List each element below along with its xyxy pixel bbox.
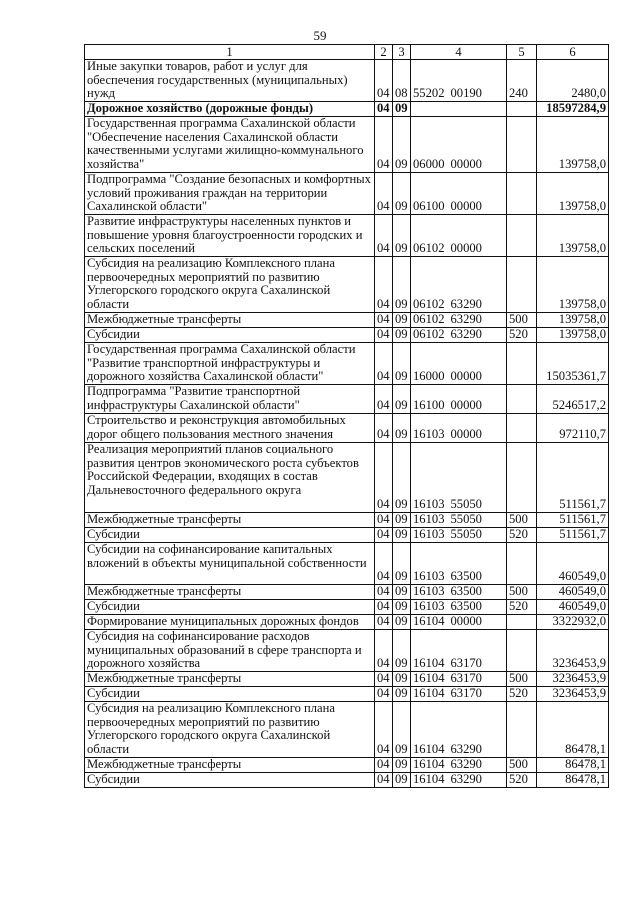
row-amount: 3236453,9 (537, 672, 609, 687)
row-target-article (411, 528, 507, 543)
row-target-article (411, 257, 507, 313)
row-name: Межбюджетные трансферты (85, 513, 375, 528)
row-target-article-program: 16103 (413, 527, 445, 542)
row-section: 04 (375, 385, 393, 414)
row-section: 04 (375, 543, 393, 585)
budget-table (84, 44, 609, 788)
row-amount: 3236453,9 (537, 630, 609, 672)
row-subsection: 09 (393, 443, 411, 513)
row-target-article (411, 630, 507, 672)
row-section: 04 (375, 102, 393, 117)
row-name: Субсидии на софинансирование капитальных вложений в объекты муниципальной собственности (85, 543, 375, 585)
row-target-article-program: 06100 (413, 199, 445, 214)
row-target-article (411, 328, 507, 343)
table-row (85, 615, 609, 630)
row-subsection: 09 (393, 343, 411, 385)
table-row (85, 414, 609, 443)
row-target-article (411, 173, 507, 215)
row-section: 04 (375, 117, 393, 173)
row-target-article-direction: 63170 (450, 656, 482, 671)
header-col-3: 3 (393, 45, 411, 60)
row-section: 04 (375, 343, 393, 385)
row-expense-type (507, 215, 537, 257)
row-amount: 3322932,0 (537, 615, 609, 630)
row-amount: 139758,0 (537, 313, 609, 328)
row-name: Субсидии (85, 687, 375, 702)
header-row (85, 45, 609, 60)
table-row (85, 513, 609, 528)
row-expense-type (507, 343, 537, 385)
row-expense-type: 520 (507, 687, 537, 702)
row-target-article (411, 60, 507, 102)
table-row (85, 758, 609, 773)
table-row (85, 257, 609, 313)
row-amount: 972110,7 (537, 414, 609, 443)
row-target-article-direction: 63170 (450, 686, 482, 701)
row-subsection: 09 (393, 615, 411, 630)
row-target-article-program: 06102 (413, 312, 445, 327)
row-target-article-direction: 63290 (450, 742, 482, 757)
row-target-article (411, 102, 507, 117)
row-expense-type (507, 443, 537, 513)
row-subsection: 09 (393, 630, 411, 672)
row-target-article-program: 16104 (413, 757, 445, 772)
row-amount: 139758,0 (537, 117, 609, 173)
row-target-article (411, 585, 507, 600)
row-subsection: 08 (393, 60, 411, 102)
row-subsection: 09 (393, 385, 411, 414)
table-row (85, 585, 609, 600)
table-row (85, 313, 609, 328)
row-target-article-program: 16100 (413, 398, 445, 413)
row-amount: 139758,0 (537, 328, 609, 343)
row-section: 04 (375, 513, 393, 528)
row-amount: 18597284,9 (537, 102, 609, 117)
row-name: Субсидии (85, 600, 375, 615)
header-col-2: 2 (375, 45, 393, 60)
row-section: 04 (375, 328, 393, 343)
row-target-article (411, 313, 507, 328)
table-row (85, 60, 609, 102)
row-target-article-program: 16103 (413, 497, 445, 512)
row-target-article-program: 06102 (413, 241, 445, 256)
row-target-article-direction: 63500 (450, 569, 482, 584)
row-target-article-direction: 00000 (450, 427, 482, 442)
row-target-article-direction: 00000 (450, 369, 482, 384)
table-row (85, 702, 609, 758)
row-section: 04 (375, 585, 393, 600)
row-name: Формирование муниципальных дорожных фондов (85, 615, 375, 630)
row-target-article-direction: 63290 (450, 297, 482, 312)
row-target-article-program: 16103 (413, 427, 445, 442)
table-row (85, 343, 609, 385)
row-target-article (411, 385, 507, 414)
row-amount: 3236453,9 (537, 687, 609, 702)
row-expense-type: 240 (507, 60, 537, 102)
row-amount: 2480,0 (537, 60, 609, 102)
row-expense-type: 500 (507, 313, 537, 328)
row-name: Подпрограмма "Создание безопасных и комфортных условий проживания граждан на территории Сахалинской области" (85, 173, 375, 215)
row-subsection: 09 (393, 528, 411, 543)
row-target-article-direction: 00000 (450, 157, 482, 172)
row-section: 04 (375, 215, 393, 257)
table-row (85, 672, 609, 687)
row-section: 04 (375, 443, 393, 513)
row-target-article-direction: 63500 (450, 584, 482, 599)
row-section: 04 (375, 773, 393, 788)
row-section: 04 (375, 630, 393, 672)
row-target-article (411, 414, 507, 443)
row-subsection: 09 (393, 773, 411, 788)
row-target-article (411, 687, 507, 702)
row-amount: 86478,1 (537, 773, 609, 788)
row-expense-type: 520 (507, 528, 537, 543)
table-row (85, 528, 609, 543)
row-amount: 139758,0 (537, 215, 609, 257)
row-subsection: 09 (393, 328, 411, 343)
row-expense-type: 520 (507, 328, 537, 343)
row-name: Субсидия на реализацию Комплексного плана первоочередных мероприятий по развитию Углегорского городского округа Сахалинской области (85, 257, 375, 313)
row-expense-type: 500 (507, 513, 537, 528)
row-subsection: 09 (393, 758, 411, 773)
row-subsection: 09 (393, 257, 411, 313)
header-col-6: 6 (537, 45, 609, 60)
row-target-article-direction: 63290 (450, 312, 482, 327)
row-name: Строительство и реконструкция автомобильных дорог общего пользования местного значения (85, 414, 375, 443)
table-row (85, 173, 609, 215)
row-amount: 460549,0 (537, 543, 609, 585)
row-amount: 460549,0 (537, 585, 609, 600)
row-target-article-direction: 00000 (450, 241, 482, 256)
row-amount: 86478,1 (537, 758, 609, 773)
row-target-article (411, 513, 507, 528)
table-row (85, 385, 609, 414)
row-expense-type: 520 (507, 600, 537, 615)
row-name: Подпрограмма "Развитие транспортной инфраструктуры Сахалинской области" (85, 385, 375, 414)
row-section: 04 (375, 687, 393, 702)
row-expense-type (507, 117, 537, 173)
row-name: Межбюджетные трансферты (85, 585, 375, 600)
row-section: 04 (375, 702, 393, 758)
row-target-article (411, 702, 507, 758)
row-expense-type (507, 173, 537, 215)
header-col-4: 4 (411, 45, 507, 60)
row-target-article (411, 758, 507, 773)
row-target-article-direction: 63500 (450, 599, 482, 614)
row-subsection: 09 (393, 117, 411, 173)
row-target-article-program: 16104 (413, 742, 445, 757)
row-target-article-program: 16104 (413, 614, 445, 629)
row-section: 04 (375, 60, 393, 102)
row-subsection: 09 (393, 543, 411, 585)
row-section: 04 (375, 615, 393, 630)
row-target-article (411, 343, 507, 385)
row-expense-type (507, 543, 537, 585)
row-expense-type (507, 102, 537, 117)
row-target-article-program: 16000 (413, 369, 445, 384)
row-name: Субсидии (85, 528, 375, 543)
row-expense-type: 520 (507, 773, 537, 788)
row-subsection: 09 (393, 215, 411, 257)
row-target-article-direction: 00000 (450, 398, 482, 413)
row-section: 04 (375, 758, 393, 773)
row-subsection: 09 (393, 600, 411, 615)
row-expense-type (507, 414, 537, 443)
row-amount: 86478,1 (537, 702, 609, 758)
row-subsection: 09 (393, 313, 411, 328)
row-target-article-program: 16104 (413, 772, 445, 787)
row-target-article (411, 443, 507, 513)
row-section: 04 (375, 528, 393, 543)
row-name: Межбюджетные трансферты (85, 672, 375, 687)
row-target-article (411, 600, 507, 615)
row-target-article-program: 55202 (413, 86, 445, 101)
header-col-5: 5 (507, 45, 537, 60)
table-row (85, 443, 609, 513)
row-name: Межбюджетные трансферты (85, 313, 375, 328)
row-expense-type: 500 (507, 672, 537, 687)
page-number: 59 (313, 28, 327, 43)
row-amount: 139758,0 (537, 257, 609, 313)
row-subsection: 09 (393, 173, 411, 215)
row-name: Субсидия на софинансирование расходов муниципальных образований в сфере транспорта и дорожного хозяйства (85, 630, 375, 672)
row-subsection: 09 (393, 513, 411, 528)
row-amount: 511561,7 (537, 513, 609, 528)
row-target-article-direction: 63290 (450, 757, 482, 772)
row-section: 04 (375, 672, 393, 687)
header-col-1: 1 (85, 45, 375, 60)
row-target-article-direction: 63290 (450, 772, 482, 787)
row-subsection: 09 (393, 585, 411, 600)
row-subsection: 09 (393, 414, 411, 443)
row-expense-type (507, 385, 537, 414)
row-amount: 139758,0 (537, 173, 609, 215)
row-subsection: 09 (393, 672, 411, 687)
row-amount: 511561,7 (537, 528, 609, 543)
row-target-article-direction: 00000 (450, 614, 482, 629)
row-subsection: 09 (393, 102, 411, 117)
row-target-article-direction: 55050 (450, 497, 482, 512)
row-target-article (411, 773, 507, 788)
row-expense-type (507, 257, 537, 313)
table-row (85, 117, 609, 173)
row-target-article (411, 615, 507, 630)
row-amount: 511561,7 (537, 443, 609, 513)
row-section: 04 (375, 600, 393, 615)
table-row (85, 600, 609, 615)
row-name: Субсидия на реализацию Комплексного плана первоочередных мероприятий по развитию Углегорского городского округа Сахалинской области (85, 702, 375, 758)
row-target-article-program: 16104 (413, 686, 445, 701)
table-row (85, 102, 609, 117)
row-name: Субсидии (85, 328, 375, 343)
table-row (85, 328, 609, 343)
row-target-article-direction: 63290 (450, 327, 482, 342)
row-name: Развитие инфраструктуры населенных пунктов и повышение уровня благоустроенности городских и сельских поселений (85, 215, 375, 257)
row-target-article (411, 543, 507, 585)
row-name: Государственная программа Сахалинской области "Обеспечение населения Сахалинской области качественными услугами жилищно-коммунального хозяйства" (85, 117, 375, 173)
row-amount: 5246517,2 (537, 385, 609, 414)
table-row (85, 687, 609, 702)
row-target-article-direction: 00000 (450, 199, 482, 214)
row-target-article-program: 06102 (413, 297, 445, 312)
table-row (85, 543, 609, 585)
row-name: Иные закупки товаров, работ и услуг для обеспечения государственных (муниципальных) нужд (85, 60, 375, 102)
row-target-article (411, 672, 507, 687)
row-target-article (411, 117, 507, 173)
row-subsection: 09 (393, 687, 411, 702)
row-target-article-program: 06102 (413, 327, 445, 342)
table-row (85, 773, 609, 788)
row-target-article-program: 06000 (413, 157, 445, 172)
row-name: Дорожное хозяйство (дорожные фонды) (85, 102, 375, 117)
row-name: Межбюджетные трансферты (85, 758, 375, 773)
row-expense-type (507, 630, 537, 672)
row-subsection: 09 (393, 702, 411, 758)
table-row (85, 215, 609, 257)
table-row (85, 630, 609, 672)
row-name: Государственная программа Сахалинской области "Развитие транспортной инфраструктуры и дорожного хозяйства Сахалинской области" (85, 343, 375, 385)
row-amount: 460549,0 (537, 600, 609, 615)
row-expense-type: 500 (507, 758, 537, 773)
row-target-article-direction: 55050 (450, 512, 482, 527)
row-target-article-direction: 55050 (450, 527, 482, 542)
row-name: Субсидии (85, 773, 375, 788)
row-target-article-program: 16104 (413, 671, 445, 686)
row-expense-type (507, 615, 537, 630)
row-target-article-direction: 63170 (450, 671, 482, 686)
row-section: 04 (375, 414, 393, 443)
row-section: 04 (375, 257, 393, 313)
row-name: Реализация мероприятий планов социального развития центров экономического роста субъектов Российской Федерации, входящих в состав Дальневосточного федерального округа (85, 443, 375, 513)
row-expense-type: 500 (507, 585, 537, 600)
row-target-article-program: 16103 (413, 512, 445, 527)
row-expense-type (507, 702, 537, 758)
row-section: 04 (375, 173, 393, 215)
row-target-article-program: 16104 (413, 656, 445, 671)
row-target-article-program: 16103 (413, 584, 445, 599)
row-amount: 15035361,7 (537, 343, 609, 385)
row-target-article-direction: 00190 (450, 86, 482, 101)
row-section: 04 (375, 313, 393, 328)
row-target-article (411, 215, 507, 257)
row-target-article-program: 16103 (413, 599, 445, 614)
row-target-article-program: 16103 (413, 569, 445, 584)
